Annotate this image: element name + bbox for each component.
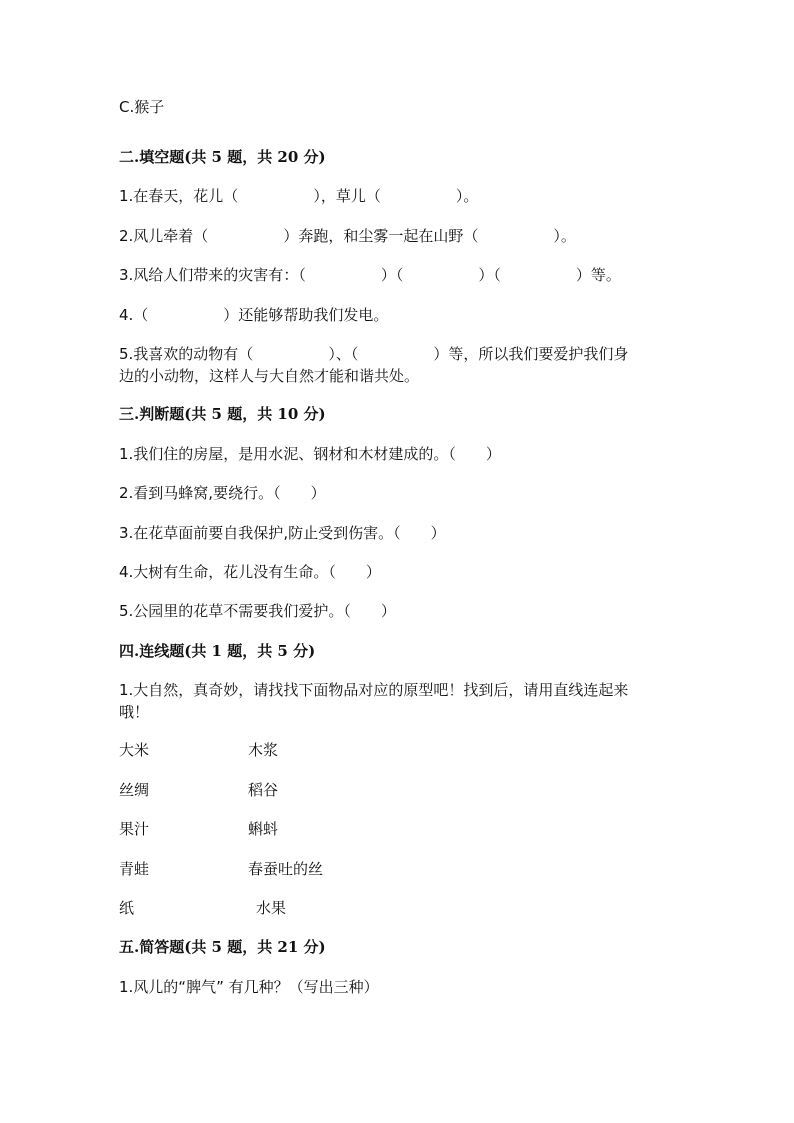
fill-blank-q5-line2: 边的小动物，这样人与大自然才能和谐共处。 (119, 367, 420, 385)
match-left-item: 青蛙 (119, 860, 150, 878)
match-right-item: 水果 (256, 899, 287, 917)
match-right-item: 稻谷 (248, 781, 279, 799)
fill-blank-q1: 1.在春天，花儿（ ），草儿（ ）。 (119, 187, 479, 205)
match-right-item: 蝌蚪 (248, 820, 279, 838)
section-matching-heading: 四.连线题(共 1 题，共 5 分) (119, 642, 316, 660)
true-false-q3: 3.在花草面前要自我保护,防止受到伤害。（ ） (119, 524, 446, 542)
short-answer-q1: 1.风儿的“脾气” 有几种？（写出三种） (119, 978, 379, 996)
true-false-q1: 1.我们住的房屋，是用水泥、钢材和木材建成的。（ ） (119, 445, 501, 463)
matching-q1-line1: 1.大自然，真奇妙，请找找下面物品对应的原型吧！找到后，请用直线连起来 (119, 681, 629, 699)
section-fill-blank-heading: 二.填空题(共 5 题，共 20 分) (119, 148, 326, 166)
match-left-item: 纸 (119, 899, 135, 917)
fill-blank-q3: 3.风给人们带来的灾害有：（ ）（ ）（ ）等。 (119, 266, 621, 284)
true-false-q5: 5.公园里的花草不需要我们爱护。（ ） (119, 602, 396, 620)
section-true-false-heading: 三.判断题(共 5 题，共 10 分) (119, 405, 326, 423)
match-left-item: 果汁 (119, 820, 150, 838)
previous-option-c: C.猴子 (119, 98, 165, 116)
true-false-q2: 2.看到马蜂窝,要绕行。（ ） (119, 484, 326, 502)
true-false-q4: 4.大树有生命，花儿没有生命。（ ） (119, 563, 381, 581)
match-right-item: 木浆 (248, 741, 279, 759)
fill-blank-q4: 4.（ ）还能够帮助我们发电。 (119, 306, 389, 324)
match-left-item: 丝绸 (119, 781, 150, 799)
match-left-item: 大米 (119, 741, 150, 759)
section-short-answer-heading: 五.简答题(共 5 题，共 21 分) (119, 938, 326, 956)
fill-blank-q5-line1: 5.我喜欢的动物有（ ）、（ ）等，所以我们要爱护我们身 (119, 345, 629, 363)
fill-blank-q2: 2.风儿牵着（ ）奔跑，和尘雾一起在山野（ ）。 (119, 227, 576, 245)
matching-q1-line2: 哦！ (119, 703, 150, 721)
match-right-item: 春蚕吐的丝 (248, 860, 324, 878)
